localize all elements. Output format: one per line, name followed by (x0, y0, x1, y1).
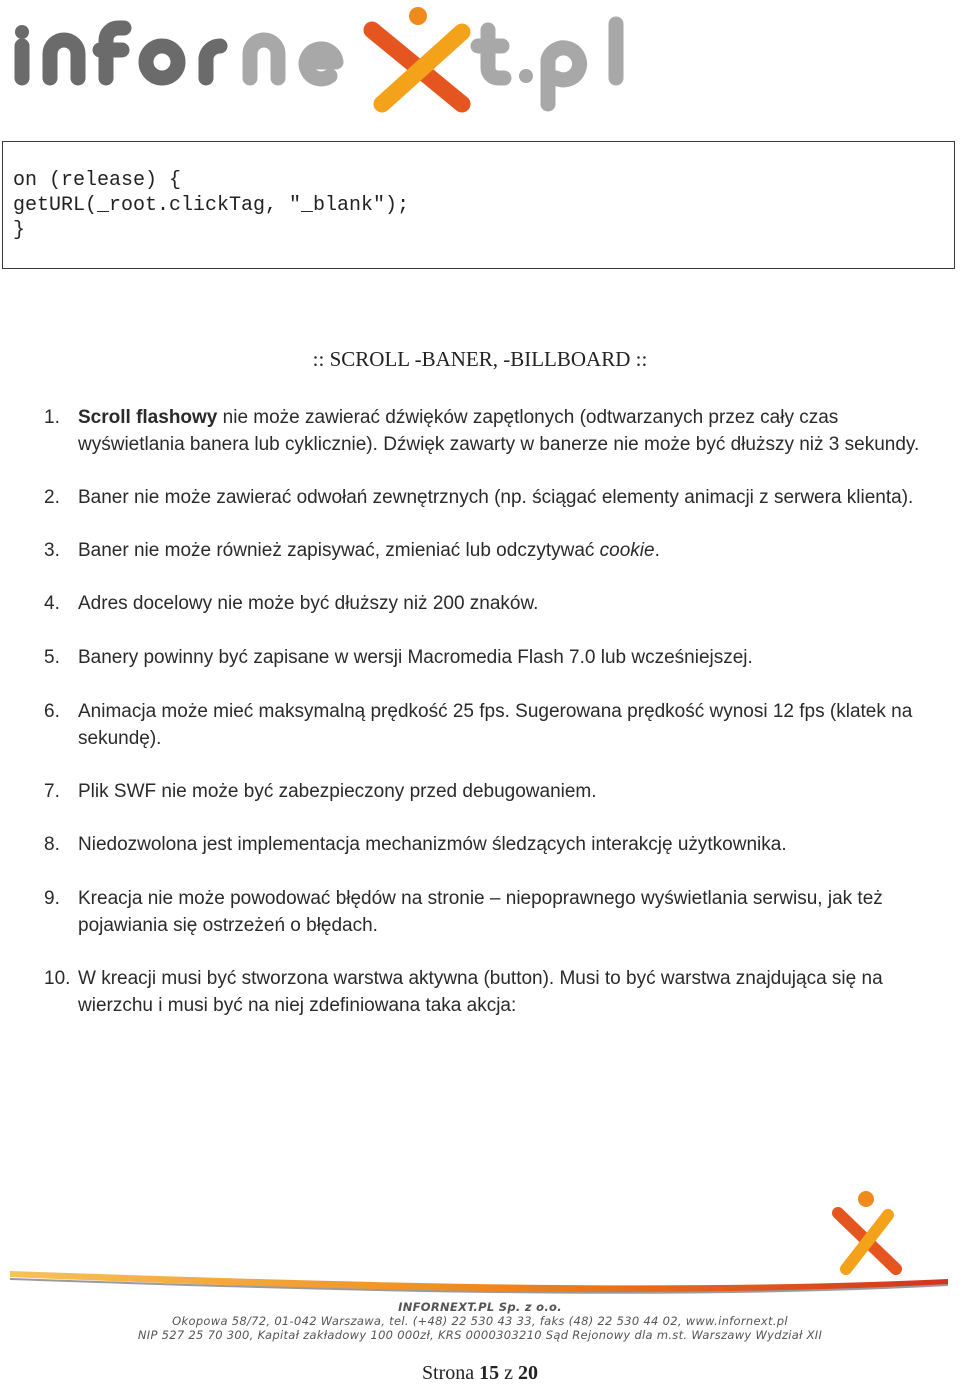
code-line: } (13, 219, 26, 242)
section-heading: :: SCROLL -BANER, -BILLBOARD :: (312, 347, 648, 371)
rule-item-9 (0, 885, 960, 939)
mascot-figure (838, 1191, 896, 1269)
code-line: on (release) { (13, 169, 182, 192)
rule-number: 4. (44, 593, 60, 614)
rule-item-4 (0, 590, 960, 617)
footer-company: INFORNEXT.PL Sp. z o.o. (398, 1300, 562, 1314)
page-number (0, 1362, 960, 1385)
rule-item-1 (0, 404, 960, 458)
rule-text: Kreacja nie może powodować błędów na stronie – niepoprawnego wyświetlania serwisu, jak też pojawiania się ostrzeżeń o błędach. (78, 888, 883, 936)
rule-text: Adres docelowy nie może być dłuższy niż 200 znaków. (78, 593, 539, 614)
rule-italic-term: cookie (599, 540, 655, 561)
rule-number: 6. (44, 701, 60, 722)
rule-text: Baner nie może zawierać odwołań zewnętrznych (np. ściągać elementy animacji z serwera klienta). (78, 487, 914, 508)
rule-bold-term: Scroll flashowy (78, 407, 218, 428)
footer-address: Okopowa 58/72, 01-042 Warszawa, tel. (+48) 22 530 43 33, faks (48) 22 530 44 02, www.infornext.pl (172, 1314, 788, 1328)
rule-number: 5. (44, 647, 60, 668)
rule-text: Animacja może mieć maksymalną prędkość 25 fps. Sugerowana prędkość wynosi 12 fps (klatek na sekundę). (78, 701, 913, 749)
rule-item-5 (0, 644, 960, 671)
page-sep: z (504, 1362, 514, 1384)
rule-text: Banery powinny być zapisane w wersji Macromedia Flash 7.0 lub wcześniejszej. (78, 647, 753, 668)
rule-number: 9. (44, 888, 60, 909)
rule-item-7 (0, 778, 960, 805)
rule-number: 2. (44, 487, 60, 508)
infornext-logo (10, 0, 630, 118)
rule-item-10 (0, 965, 960, 1019)
rule-text: Niedozwolona jest implementacja mechanizmów śledzących interakcję użytkownika. (78, 834, 787, 855)
rule-item-2 (0, 484, 960, 511)
rule-text: Plik SWF nie może być zabezpieczony przed debugowaniem. (78, 781, 597, 802)
rule-item-3 (0, 537, 960, 564)
page-prefix: Strona (421, 1362, 475, 1384)
rule-text-end: . (654, 540, 660, 561)
page-total: 20 (518, 1362, 539, 1384)
page-current: 15 (479, 1362, 500, 1384)
code-snippet-box (2, 141, 955, 269)
rule-number: 8. (44, 834, 60, 855)
footer-registry: NIP 527 25 70 300, Kapitał zakładowy 100 000zł, KRS 0000303210 Sąd Rejonowy dla m.st. Warszawy Wydział XII (137, 1328, 823, 1342)
rule-text: nie może zawierać dźwięków zapętlonych (odtwarzanych przez cały czas wyświetlania banera lub cyklicznie). Dźwięk zawarty w banerze nie może być dłuższy niż 3 sekundy. (78, 407, 920, 455)
rule-text: W kreacji musi być stworzona warstwa aktywna (button). Musi to być warstwa znajdująca się na wierzchu i musi być na niej zdefiniowana taka akcja: (78, 968, 883, 1016)
code-line: getURL(_root.clickTag, "_blank"); (13, 194, 410, 217)
rule-number: 10. (44, 968, 71, 989)
rule-item-6 (0, 698, 960, 752)
rule-number: 3. (44, 540, 60, 561)
rule-number: 7. (44, 781, 60, 802)
rule-number: 1. (44, 407, 60, 428)
rule-item-8 (0, 831, 960, 858)
rules-list (0, 404, 960, 1019)
rule-text: Baner nie może również zapisywać, zmieniać lub odczytywać (78, 540, 600, 561)
